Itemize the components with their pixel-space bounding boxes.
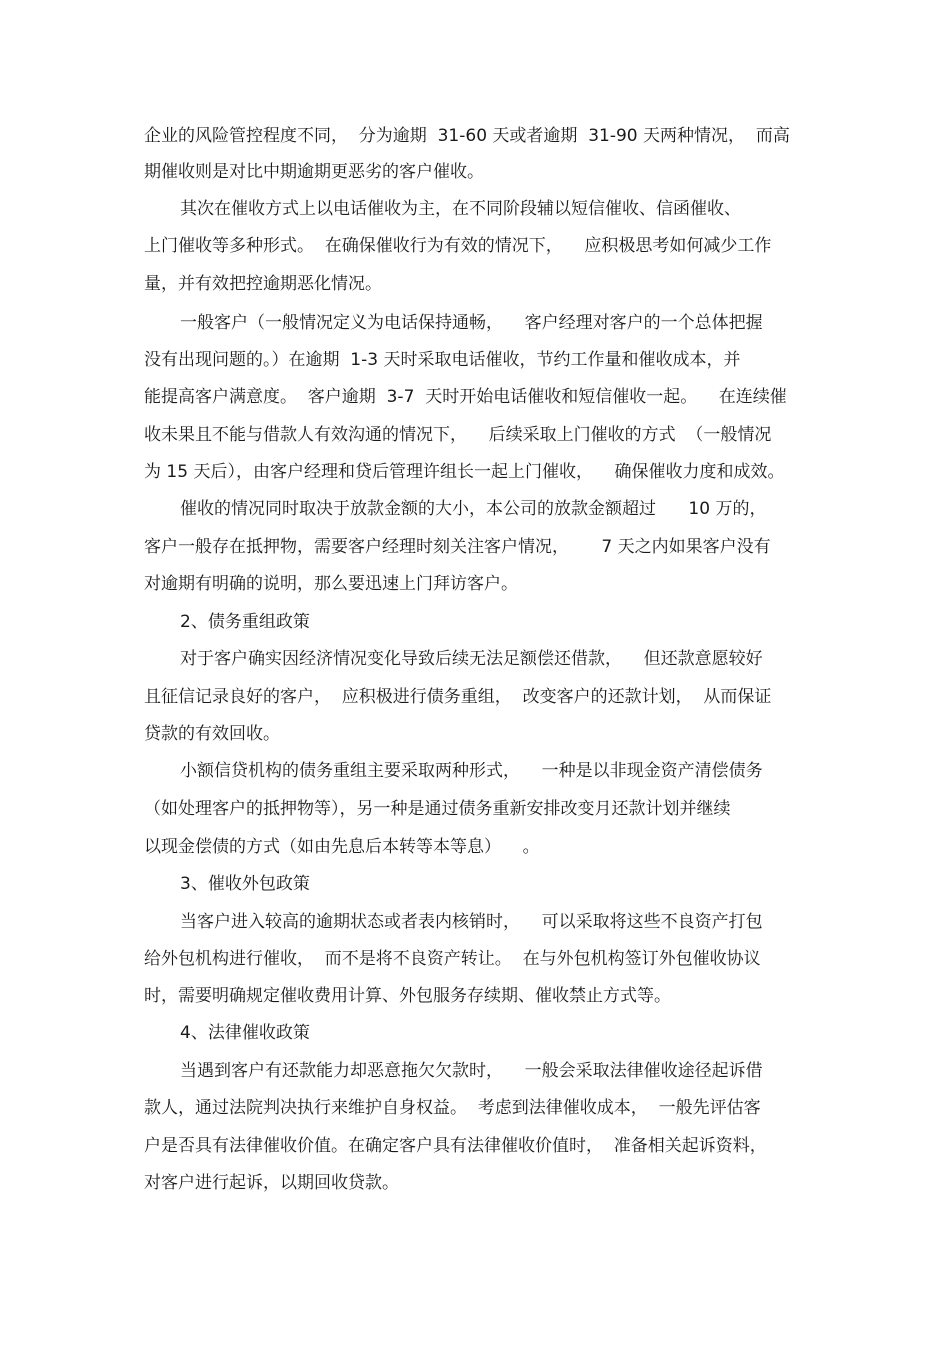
text-line: 贷款的有效回收。 xyxy=(144,724,280,744)
text-line: 没有出现问题的。）在逾期 1-3 天时采取电话催收，节约工作量和催收成本，并 xyxy=(144,350,741,370)
section-heading: 3、催收外包政策 xyxy=(180,874,310,894)
section-heading: 2、债务重组政策 xyxy=(180,612,310,632)
text-line: 量，并有效把控逾期恶化情况。 xyxy=(144,274,382,294)
text-line: 期催收则是对比中期逾期更恶劣的客户催收。 xyxy=(144,162,484,182)
text-line: 且征信记录良好的客户， 应积极进行债务重组， 改变客户的还款计划， 从而保证 xyxy=(144,687,772,707)
text-line: 收未果且不能与借款人有效沟通的情况下， 后续采取上门催收的方式 （一般情况 xyxy=(144,425,772,445)
text-line: 小额信贷机构的债务重组主要采取两种形式， 一种是以非现金资产清偿债务 xyxy=(180,761,763,781)
text-line: 款人，通过法院判决执行来维护自身权益。 考虑到法律催收成本， 一般先评估客 xyxy=(144,1098,761,1118)
section-heading: 4、法律催收政策 xyxy=(180,1023,310,1043)
text-line: 当客户进入较高的逾期状态或者表内核销时， 可以采取将这些不良资产打包 xyxy=(180,912,763,932)
text-line: 对于客户确实因经济情况变化导致后续无法足额偿还借款， 但还款意愿较好 xyxy=(180,649,763,669)
text-line: 户是否具有法律催收价值。在确定客户具有法律催收价值时， 准备相关起诉资料， xyxy=(144,1136,767,1156)
text-line: 时，需要明确规定催收费用计算、外包服务存续期、催收禁止方式等。 xyxy=(144,986,671,1006)
text-line: 当遇到客户有还款能力却恶意拖欠欠款时， 一般会采取法律催收途径起诉借 xyxy=(180,1061,763,1081)
text-line: 其次在催收方式上以电话催收为主，在不同阶段辅以短信催收、信函催收、 xyxy=(180,199,741,219)
text-line: 企业的风险管控程度不同， 分为逾期 31-60 天或者逾期 31-90 天两种情况， 而高 xyxy=(144,126,790,146)
text-line: 催收的情况同时取决于放款金额的大小，本公司的放款金额超过 10 万的， xyxy=(180,499,767,519)
text-line: 对客户进行起诉，以期回收贷款。 xyxy=(144,1173,399,1193)
text-line: （如处理客户的抵押物等），另一种是通过债务重新安排改变月还款计划并继续 xyxy=(144,799,731,819)
text-line: 以现金偿债的方式（如由先息后本转等本等息） 。 xyxy=(144,837,540,857)
text-line: 给外包机构进行催收， 而不是将不良资产转让。 在与外包机构签订外包催收协议 xyxy=(144,949,761,969)
text-line: 对逾期有明确的说明，那么要迅速上门拜访客户。 xyxy=(144,574,518,594)
text-line: 一般客户（一般情况定义为电话保持通畅， 客户经理对客户的一个总体把握 xyxy=(180,313,763,333)
text-line: 客户一般存在抵押物，需要客户经理时刻关注客户情况， 7 天之内如果客户没有 xyxy=(144,537,771,557)
text-line: 为 15 天后），由客户经理和贷后管理许组长一起上门催收， 确保催收力度和成效。 xyxy=(144,462,785,482)
text-line: 能提高客户满意度。 客户逾期 3-7 天时开始电话催收和短信催收一起。 在连续催 xyxy=(144,387,787,407)
text-line: 上门催收等多种形式。 在确保催收行为有效的情况下， 应积极思考如何减少工作 xyxy=(144,236,772,256)
